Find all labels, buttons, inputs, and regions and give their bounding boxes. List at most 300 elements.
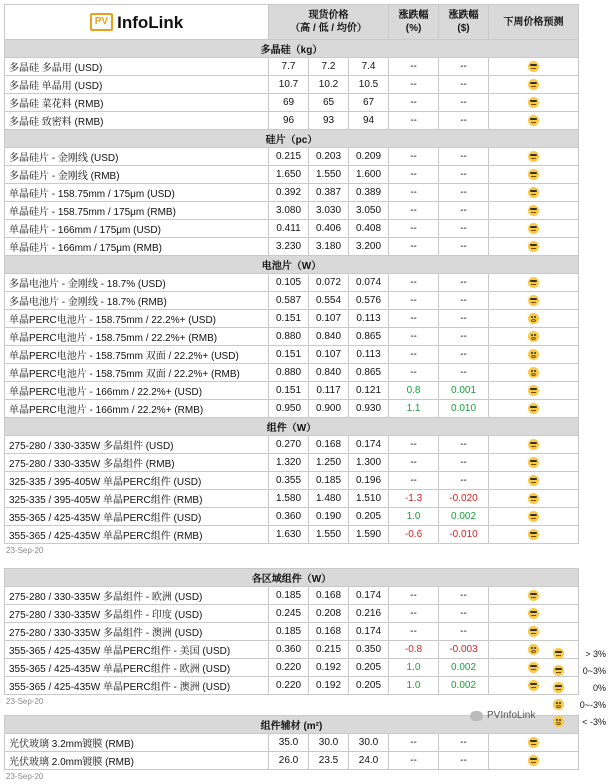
table-row: [5, 508, 579, 526]
change-amount: --: [439, 587, 489, 605]
price-avg: 3.050: [349, 202, 389, 220]
section-header-row: [5, 130, 579, 148]
price-high: 26.0: [269, 752, 309, 770]
section-header-row: [5, 569, 579, 587]
sunglasses-face-icon: [528, 223, 539, 234]
logo-text: InfoLink: [117, 12, 184, 32]
change-amount: --: [439, 274, 489, 292]
sunglasses-face-icon: [528, 755, 539, 766]
price-avg: 0.174: [349, 587, 389, 605]
price-high: 0.151: [269, 310, 309, 328]
forecast-cell: [489, 238, 579, 256]
col-forecast-header: 下周价格预测: [489, 5, 579, 40]
price-high: 1.580: [269, 490, 309, 508]
worried-face-icon: [528, 349, 539, 360]
price-low: 0.168: [309, 623, 349, 641]
section-title: 多晶硅（kg）: [5, 40, 579, 58]
change-percent: --: [389, 734, 439, 752]
sunglasses-face-icon: [528, 493, 539, 504]
product-name: 275-280 / 330-335W 多晶组件 - 澳洲 (USD): [5, 623, 269, 641]
change-amount: --: [439, 76, 489, 94]
forecast-cell: [489, 202, 579, 220]
col-price-title: 现货价格: [308, 10, 349, 21]
change-percent: --: [389, 76, 439, 94]
change-amount: -0.020: [439, 490, 489, 508]
forecast-cell: [489, 605, 579, 623]
col-chg-pct-unit: (%): [405, 23, 422, 34]
table-row: [5, 310, 579, 328]
forecast-cell: [489, 472, 579, 490]
table-row: [5, 677, 579, 695]
section-title: 组件辅材 (m²): [5, 716, 579, 734]
price-low: 0.387: [309, 184, 349, 202]
product-name: 多晶硅 致密料 (RMB): [5, 112, 269, 130]
price-high: 1.630: [269, 526, 309, 544]
change-amount: --: [439, 58, 489, 76]
change-amount: --: [439, 734, 489, 752]
change-amount: --: [439, 112, 489, 130]
price-high: 0.151: [269, 346, 309, 364]
price-high: 0.880: [269, 328, 309, 346]
product-name: 多晶电池片 - 金刚线 - 18.7% (USD): [5, 274, 269, 292]
product-name: 355-365 / 425-435W 单晶PERC组件 - 美国 (USD): [5, 641, 269, 659]
table-row: [5, 76, 579, 94]
product-name: 单晶PERC电池片 - 158.75mm / 22.2%+ (USD): [5, 310, 269, 328]
price-low: 1.250: [309, 454, 349, 472]
price-high: 3.230: [269, 238, 309, 256]
sunglasses-face-icon: [528, 115, 539, 126]
forecast-cell: [489, 58, 579, 76]
sunglasses-face-icon: [528, 151, 539, 162]
change-percent: 1.0: [389, 508, 439, 526]
price-low: 0.900: [309, 400, 349, 418]
change-percent: --: [389, 292, 439, 310]
product-name: 单晶硅片 - 166mm / 175μm (USD): [5, 220, 269, 238]
price-avg: 0.576: [349, 292, 389, 310]
col-chg-abs-title: 涨跌幅: [448, 10, 479, 21]
sunglasses-face-icon: [528, 662, 539, 673]
section-title: 各区域组件（W）: [5, 569, 579, 587]
section-header-row: [5, 418, 579, 436]
change-amount: --: [439, 94, 489, 112]
price-avg: 0.121: [349, 382, 389, 400]
forecast-cell: [489, 310, 579, 328]
change-amount: --: [439, 310, 489, 328]
sunglasses-face-icon: [528, 403, 539, 414]
forecast-cell: [489, 436, 579, 454]
price-low: 65: [309, 94, 349, 112]
price-avg: 0.865: [349, 364, 389, 382]
sunglasses-face-icon: [553, 648, 564, 659]
change-percent: 1.0: [389, 659, 439, 677]
change-percent: --: [389, 184, 439, 202]
table-row: [5, 94, 579, 112]
price-high: 0.215: [269, 148, 309, 166]
sunglasses-face-icon: [528, 205, 539, 216]
table-row: [5, 346, 579, 364]
forecast-cell: [489, 112, 579, 130]
forecast-cell: [489, 184, 579, 202]
legend-item: [553, 679, 610, 696]
price-avg: 0.350: [349, 641, 389, 659]
change-amount: 0.001: [439, 382, 489, 400]
forecast-cell: [489, 454, 579, 472]
product-name: 单晶硅片 - 158.75mm / 175μm (USD): [5, 184, 269, 202]
table-row: [5, 659, 579, 677]
change-amount: --: [439, 752, 489, 770]
product-name: 355-365 / 425-435W 单晶PERC组件 - 澳洲 (USD): [5, 677, 269, 695]
price-low: 0.840: [309, 328, 349, 346]
col-chg-abs-header: [439, 5, 489, 40]
change-percent: --: [389, 220, 439, 238]
product-name: 光伏玻璃 2.0mm镀膜 (RMB): [5, 752, 269, 770]
change-percent: --: [389, 472, 439, 490]
sunglasses-face-icon: [528, 590, 539, 601]
worried-face-icon: [553, 716, 564, 727]
change-amount: --: [439, 328, 489, 346]
forecast-cell: [489, 148, 579, 166]
change-percent: 1.0: [389, 677, 439, 695]
price-high: 0.185: [269, 623, 309, 641]
change-percent: --: [389, 112, 439, 130]
legend-label: 0%: [592, 682, 606, 693]
price-high: 0.587: [269, 292, 309, 310]
table-row: [5, 454, 579, 472]
table-row: [5, 587, 579, 605]
legend-item: [553, 662, 610, 679]
worried-face-icon: [528, 313, 539, 324]
product-name: 275-280 / 330-335W 多晶组件 - 印度 (USD): [5, 605, 269, 623]
price-avg: 0.389: [349, 184, 389, 202]
price-high: 0.151: [269, 382, 309, 400]
date-stamp-1: 23-Sep-20: [6, 546, 44, 555]
price-high: 0.360: [269, 508, 309, 526]
change-amount: -0.003: [439, 641, 489, 659]
sunglasses-face-icon: [528, 241, 539, 252]
price-low: 0.840: [309, 364, 349, 382]
sunglasses-face-icon: [528, 97, 539, 108]
price-low: 10.2: [309, 76, 349, 94]
table-row: [5, 328, 579, 346]
change-amount: --: [439, 184, 489, 202]
price-avg: 0.113: [349, 310, 389, 328]
forecast-cell: [489, 382, 579, 400]
forecast-cell: [489, 220, 579, 238]
sunglasses-face-icon: [528, 457, 539, 468]
change-percent: --: [389, 202, 439, 220]
legend-item: [553, 713, 610, 730]
product-name: 多晶硅 单晶用 (USD): [5, 76, 269, 94]
sunglasses-face-icon: [553, 665, 564, 676]
table-row: [5, 752, 579, 770]
change-percent: --: [389, 310, 439, 328]
change-amount: --: [439, 238, 489, 256]
forecast-cell: [489, 292, 579, 310]
price-avg: 0.209: [349, 148, 389, 166]
price-high: 0.220: [269, 659, 309, 677]
change-percent: --: [389, 752, 439, 770]
sunglasses-face-icon: [528, 169, 539, 180]
change-percent: --: [389, 238, 439, 256]
section-header-row: [5, 256, 579, 274]
forecast-cell: [489, 490, 579, 508]
sunglasses-face-icon: [528, 61, 539, 72]
date-stamp-2: 23-Sep-20: [6, 697, 44, 706]
table-row: [5, 184, 579, 202]
change-percent: --: [389, 328, 439, 346]
price-low: 0.117: [309, 382, 349, 400]
table-row: [5, 382, 579, 400]
table-row: [5, 238, 579, 256]
regional-table-body: [5, 569, 579, 695]
col-chg-pct-header: [389, 5, 439, 40]
price-high: 69: [269, 94, 309, 112]
sunglasses-face-icon: [528, 737, 539, 748]
sunglasses-face-icon: [528, 626, 539, 637]
price-low: 0.208: [309, 605, 349, 623]
logo-badge: PV: [90, 13, 113, 31]
product-name: 355-365 / 425-435W 单晶PERC组件 - 欧洲 (USD): [5, 659, 269, 677]
price-low: 1.550: [309, 526, 349, 544]
price-avg: 1.600: [349, 166, 389, 184]
legend-item: [553, 696, 610, 713]
price-avg: 0.196: [349, 472, 389, 490]
product-name: 单晶硅片 - 166mm / 175μm (RMB): [5, 238, 269, 256]
product-name: 275-280 / 330-335W 多晶组件 (RMB): [5, 454, 269, 472]
change-amount: --: [439, 292, 489, 310]
forecast-cell: [489, 76, 579, 94]
price-high: 1.320: [269, 454, 309, 472]
price-high: 1.650: [269, 166, 309, 184]
change-percent: --: [389, 454, 439, 472]
table-row: [5, 526, 579, 544]
legend-label: 0~-3%: [579, 699, 606, 710]
worried-face-icon: [528, 367, 539, 378]
change-percent: --: [389, 346, 439, 364]
change-amount: 0.002: [439, 677, 489, 695]
change-amount: --: [439, 202, 489, 220]
change-amount: --: [439, 623, 489, 641]
price-high: 3.080: [269, 202, 309, 220]
price-avg: 0.205: [349, 677, 389, 695]
price-avg: 0.113: [349, 346, 389, 364]
table-header-row: [5, 5, 579, 40]
infolink-logo: [90, 13, 183, 31]
change-percent: --: [389, 166, 439, 184]
price-low: 0.192: [309, 677, 349, 695]
table-row: [5, 220, 579, 238]
price-low: 0.185: [309, 472, 349, 490]
col-price-subtitle: （高 / 低 / 均价）: [290, 23, 367, 34]
price-low: 93: [309, 112, 349, 130]
sunglasses-face-icon: [528, 511, 539, 522]
forecast-cell: [489, 400, 579, 418]
watermark: [470, 710, 535, 721]
change-amount: --: [439, 472, 489, 490]
main-price-table: [4, 4, 579, 544]
product-name: 325-335 / 395-405W 单晶PERC组件 (RMB): [5, 490, 269, 508]
price-low: 0.554: [309, 292, 349, 310]
sunglasses-face-icon: [528, 295, 539, 306]
change-amount: --: [439, 436, 489, 454]
col-price-header: [269, 5, 389, 40]
change-percent: --: [389, 605, 439, 623]
forecast-legend: [553, 645, 610, 730]
price-high: 0.355: [269, 472, 309, 490]
change-amount: --: [439, 454, 489, 472]
forecast-cell: [489, 328, 579, 346]
section-title: 硅片（pc）: [5, 130, 579, 148]
price-low: 1.480: [309, 490, 349, 508]
table-row: [5, 490, 579, 508]
price-low: 0.107: [309, 310, 349, 328]
price-avg: 1.510: [349, 490, 389, 508]
sunglasses-face-icon: [528, 529, 539, 540]
price-high: 10.7: [269, 76, 309, 94]
legend-item: [553, 645, 610, 662]
change-amount: --: [439, 148, 489, 166]
change-percent: --: [389, 364, 439, 382]
price-avg: 30.0: [349, 734, 389, 752]
watermark-text: PVInfoLink: [487, 710, 536, 721]
product-name: 光伏玻璃 3.2mm镀膜 (RMB): [5, 734, 269, 752]
col-chg-pct-title: 涨跌幅: [398, 10, 429, 21]
table-row: [5, 364, 579, 382]
price-avg: 0.174: [349, 436, 389, 454]
price-low: 0.215: [309, 641, 349, 659]
price-avg: 24.0: [349, 752, 389, 770]
product-name: 多晶硅片 - 金刚线 (RMB): [5, 166, 269, 184]
sunglasses-face-icon: [528, 79, 539, 90]
price-avg: 1.300: [349, 454, 389, 472]
product-name: 275-280 / 330-335W 多晶组件 - 欧洲 (USD): [5, 587, 269, 605]
change-percent: -0.6: [389, 526, 439, 544]
price-avg: 3.200: [349, 238, 389, 256]
price-low: 0.107: [309, 346, 349, 364]
table-row: [5, 274, 579, 292]
price-high: 0.411: [269, 220, 309, 238]
section-title: 组件（W）: [5, 418, 579, 436]
price-low: 3.180: [309, 238, 349, 256]
price-low: 0.168: [309, 587, 349, 605]
forecast-cell: [489, 587, 579, 605]
price-low: 0.190: [309, 508, 349, 526]
worried-face-icon: [528, 331, 539, 342]
price-high: 35.0: [269, 734, 309, 752]
price-low: 3.030: [309, 202, 349, 220]
change-percent: --: [389, 274, 439, 292]
price-avg: 10.5: [349, 76, 389, 94]
sunglasses-face-icon: [553, 682, 564, 693]
price-low: 0.072: [309, 274, 349, 292]
main-table-body: [5, 40, 579, 544]
legend-label: > 3%: [585, 648, 606, 659]
table-row: [5, 166, 579, 184]
forecast-cell: [489, 508, 579, 526]
forecast-cell: [489, 526, 579, 544]
price-avg: 7.4: [349, 58, 389, 76]
table-row: [5, 605, 579, 623]
price-avg: 0.216: [349, 605, 389, 623]
sunglasses-face-icon: [528, 385, 539, 396]
change-percent: 0.8: [389, 382, 439, 400]
forecast-cell: [489, 364, 579, 382]
forecast-cell: [489, 94, 579, 112]
price-avg: 0.930: [349, 400, 389, 418]
product-name: 单晶PERC电池片 - 166mm / 22.2%+ (USD): [5, 382, 269, 400]
price-low: 7.2: [309, 58, 349, 76]
product-name: 多晶硅 多晶用 (USD): [5, 58, 269, 76]
wechat-icon: [470, 711, 483, 721]
change-percent: 1.1: [389, 400, 439, 418]
logo-cell: [5, 5, 269, 40]
price-high: 0.185: [269, 587, 309, 605]
forecast-cell: [489, 274, 579, 292]
worried-face-icon: [528, 644, 539, 655]
product-name: 275-280 / 330-335W 多晶组件 (USD): [5, 436, 269, 454]
change-amount: -0.010: [439, 526, 489, 544]
price-high: 0.245: [269, 605, 309, 623]
price-sheet: [4, 4, 578, 784]
change-percent: --: [389, 623, 439, 641]
table-row: [5, 292, 579, 310]
product-name: 355-365 / 425-435W 单晶PERC组件 (USD): [5, 508, 269, 526]
price-low: 0.192: [309, 659, 349, 677]
price-high: 7.7: [269, 58, 309, 76]
product-name: 单晶PERC电池片 - 158.75mm 双面 / 22.2%+ (USD): [5, 346, 269, 364]
change-percent: --: [389, 148, 439, 166]
table-row: [5, 623, 579, 641]
forecast-cell: [489, 166, 579, 184]
price-high: 96: [269, 112, 309, 130]
product-name: 单晶硅片 - 158.75mm / 175μm (RMB): [5, 202, 269, 220]
change-amount: --: [439, 364, 489, 382]
table-row: [5, 472, 579, 490]
price-high: 0.270: [269, 436, 309, 454]
sunglasses-face-icon: [528, 439, 539, 450]
forecast-cell: [489, 752, 579, 770]
price-low: 0.406: [309, 220, 349, 238]
product-name: 多晶电池片 - 金刚线 - 18.7% (RMB): [5, 292, 269, 310]
price-high: 0.105: [269, 274, 309, 292]
price-low: 30.0: [309, 734, 349, 752]
change-amount: --: [439, 220, 489, 238]
price-high: 0.392: [269, 184, 309, 202]
change-amount: 0.010: [439, 400, 489, 418]
sunglasses-face-icon: [528, 608, 539, 619]
product-name: 355-365 / 425-435W 单晶PERC组件 (RMB): [5, 526, 269, 544]
change-percent: --: [389, 58, 439, 76]
product-name: 多晶硅片 - 金刚线 (USD): [5, 148, 269, 166]
sunglasses-face-icon: [528, 277, 539, 288]
change-percent: -0.8: [389, 641, 439, 659]
price-avg: 0.174: [349, 623, 389, 641]
product-name: 单晶PERC电池片 - 158.75mm / 22.2%+ (RMB): [5, 328, 269, 346]
price-low: 0.168: [309, 436, 349, 454]
worried-face-icon: [553, 699, 564, 710]
table-row: [5, 202, 579, 220]
forecast-cell: [489, 346, 579, 364]
price-low: 0.203: [309, 148, 349, 166]
price-avg: 0.865: [349, 328, 389, 346]
regional-price-table: [4, 568, 579, 695]
table-row: [5, 400, 579, 418]
table-row: [5, 112, 579, 130]
price-high: 0.360: [269, 641, 309, 659]
table-row: [5, 58, 579, 76]
table-row: [5, 641, 579, 659]
section-title: 电池片（W）: [5, 256, 579, 274]
